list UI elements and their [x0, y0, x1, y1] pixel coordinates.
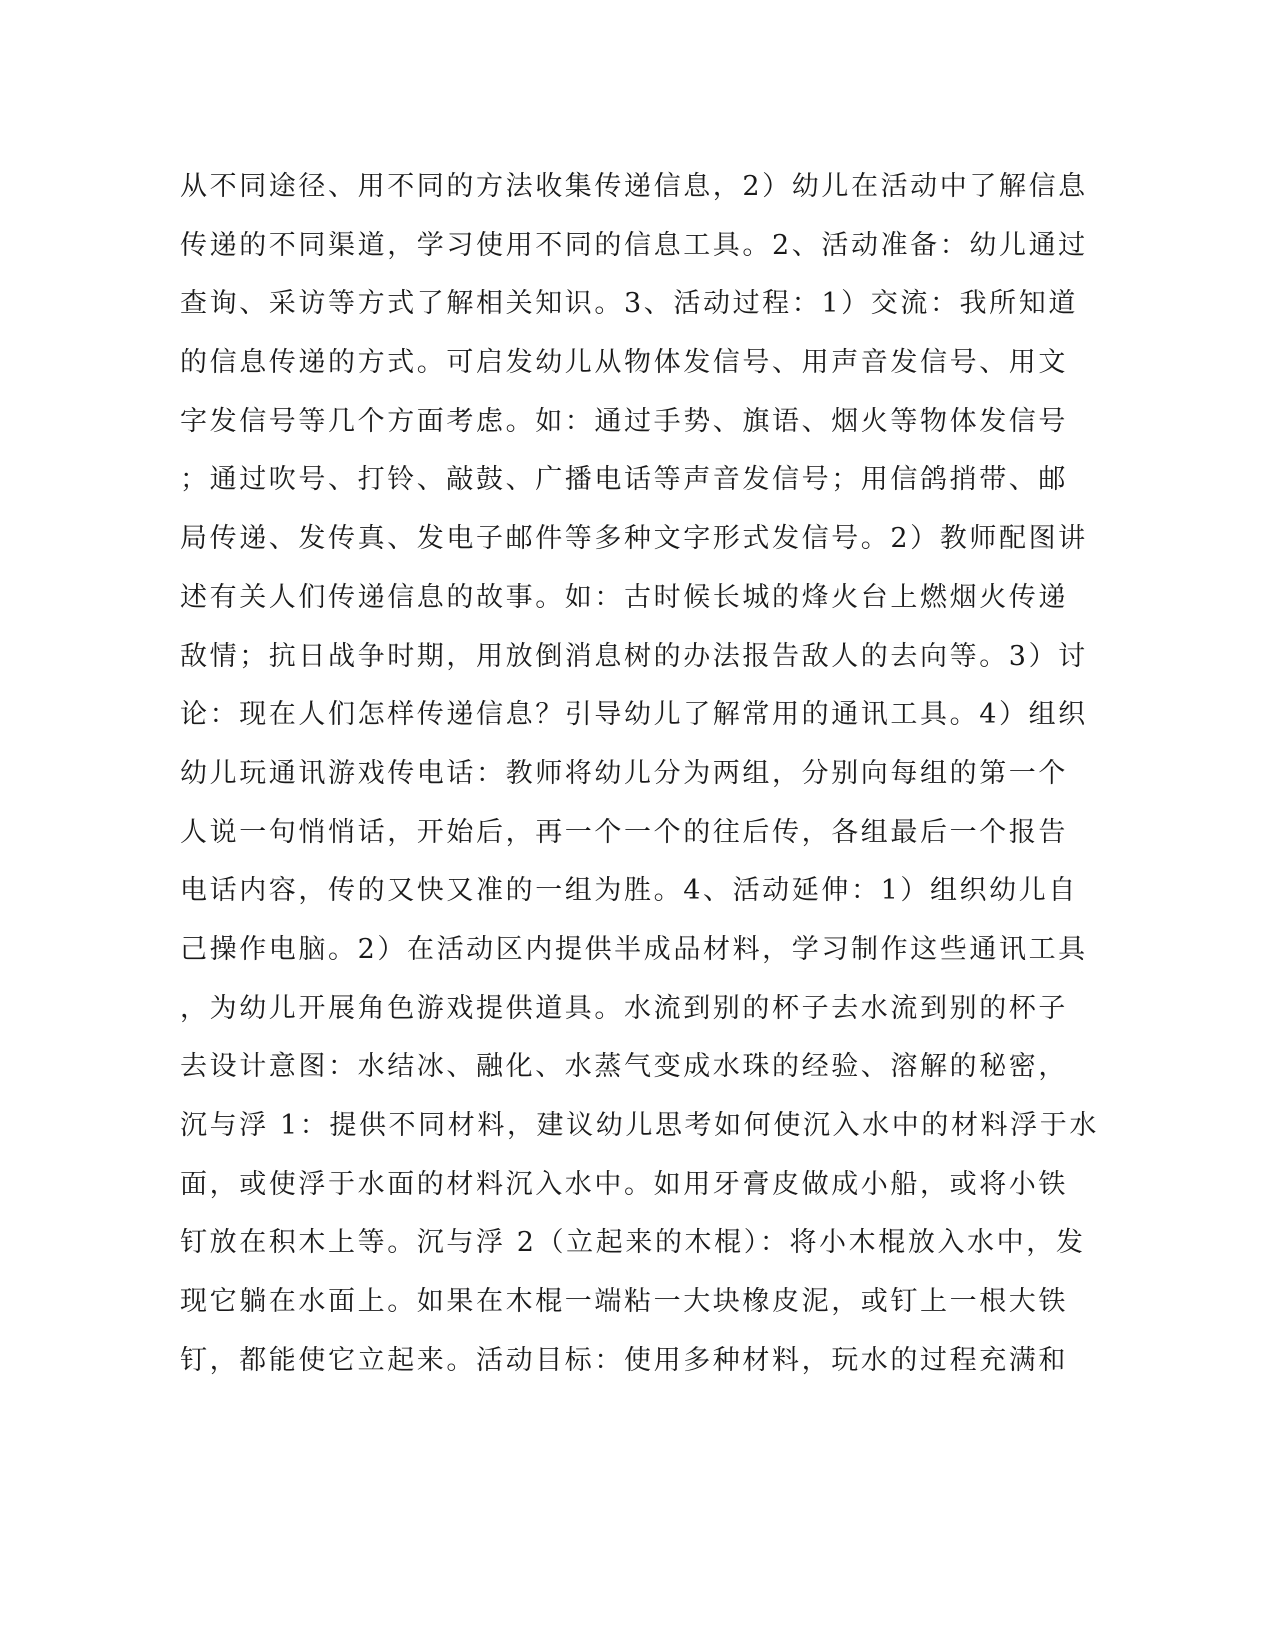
text-line: 字发信号等几个方面考虑。如：通过手势、旗语、烟火等物体发信号: [180, 405, 1068, 437]
text-line: 论：现在人们怎样传递信息？引导幼儿了解常用的通讯工具。4）组织: [180, 699, 1088, 731]
text-line: ；通过吹号、打铃、敲鼓、广播电话等声音发信号；用信鸽捎带、邮: [180, 464, 1068, 496]
text-line: ，为幼儿开展角色游戏提供道具。水流到别的杯子去水流到别的杯子: [180, 992, 1068, 1024]
text-line: 传递的不同渠道，学习使用不同的信息工具。2、活动准备：幼儿通过: [180, 229, 1088, 261]
text-line: 钉，都能使它立起来。活动目标：使用多种材料，玩水的过程充满和: [180, 1344, 1068, 1376]
text-line: 幼儿玩通讯游戏传电话：教师将幼儿分为两组，分别向每组的第一个: [180, 757, 1068, 789]
text-line: 面，或使浮于水面的材料沉入水中。如用牙膏皮做成小船，或将小铁: [180, 1168, 1068, 1200]
body-text: [180, 158, 1099, 1390]
text-line: 局传递、发传真、发电子邮件等多种文字形式发信号。2）教师配图讲: [180, 523, 1088, 555]
text-line: 敌情；抗日战争时期，用放倒消息树的办法报告敌人的去向等。3）讨: [180, 640, 1088, 672]
text-line: 人说一句悄悄话，开始后，再一个一个的往后传，各组最后一个报告: [180, 816, 1068, 848]
text-line: 述有关人们传递信息的故事。如：古时候长城的烽火台上燃烟火传递: [180, 581, 1068, 613]
text-line: 现它躺在水面上。如果在木棍一端粘一大块橡皮泥，或钉上一根大铁: [180, 1286, 1068, 1318]
text-line: 查询、采访等方式了解相关知识。3、活动过程：1）交流：我所知道: [180, 288, 1078, 320]
text-line: 己操作电脑。2）在活动区内提供半成品材料，学习制作这些通讯工具: [180, 933, 1088, 965]
text-line: 从不同途径、用不同的方法收集传递信息，2）幼儿在活动中了解信息: [180, 171, 1088, 202]
text-line: 的信息传递的方式。可启发幼儿从物体发信号、用声音发信号、用文: [180, 347, 1068, 379]
text-line: 钉放在积木上等。沉与浮 2（立起来的木棍）：将小木棍放入水中，发: [180, 1227, 1086, 1259]
text-line: 沉与浮 1：提供不同材料，建议幼儿思考如何使沉入水中的材料浮于水: [180, 1110, 1099, 1141]
text-line: 去设计意图：水结冰、融化、水蒸气变成水珠的经验、溶解的秘密，: [180, 1051, 1068, 1083]
text-line: 电话内容，传的又快又准的一组为胜。4、活动延伸：1）组织幼儿自: [180, 875, 1078, 907]
